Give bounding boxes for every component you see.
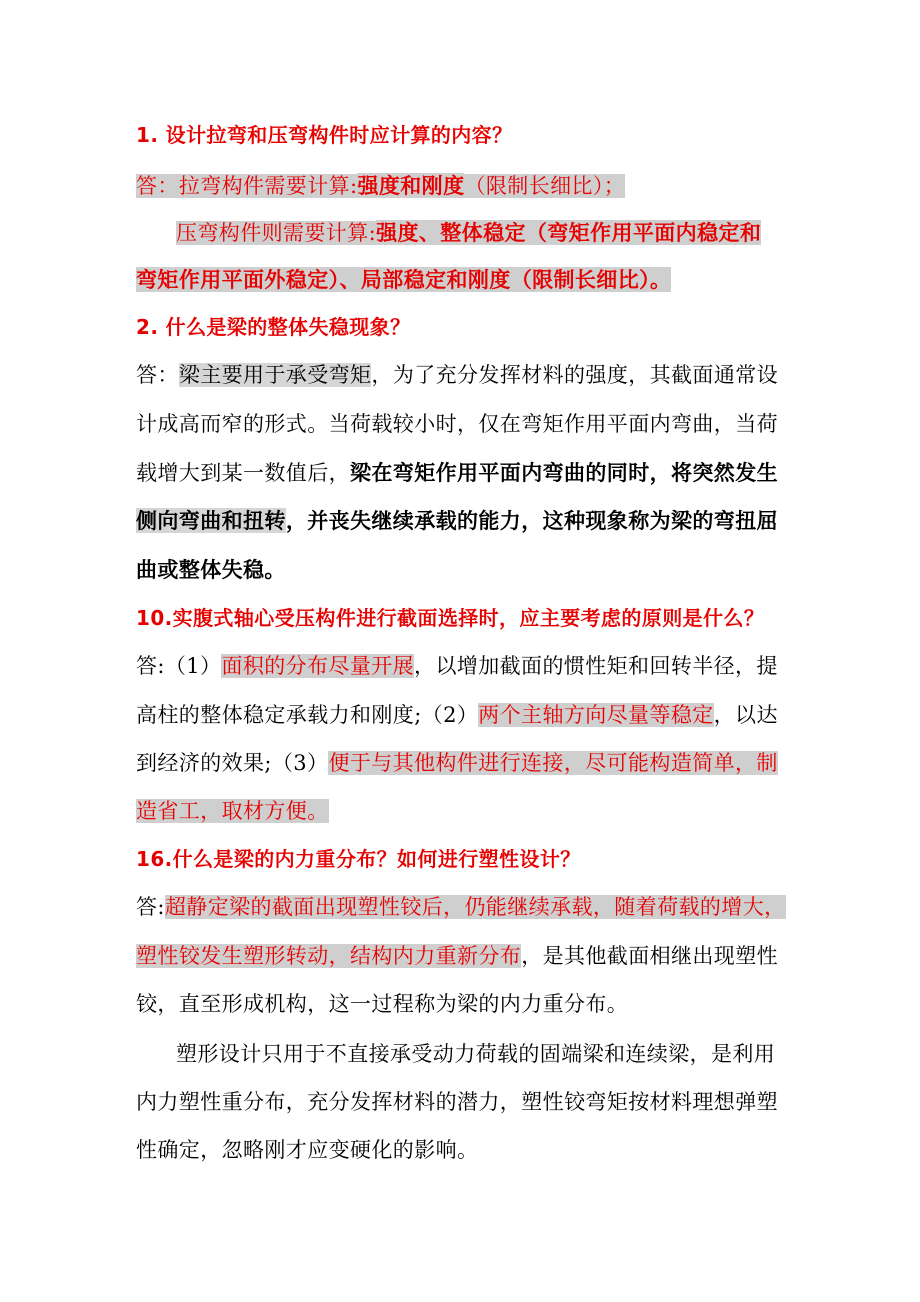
answer-16-p2-line-1: 塑形设计只用于不直接承受动力荷载的固端梁和连续梁，是利用 (176, 1042, 776, 1066)
answer-10-red-2: 两个主轴方向尽量等稳定 (478, 703, 714, 727)
question-16-title: 16.什么是梁的内力重分布？如何进行塑性设计？ (136, 847, 581, 871)
answer-16-rest-2: ，是其他截面相继出现塑性 (521, 944, 779, 968)
answer-16-line-2 (136, 941, 778, 971)
answer-10-line-2 (136, 700, 778, 730)
answer-1-bold: 强度和刚度 (357, 173, 465, 198)
answer-10-red-1: 面积的分布尽量开展 (221, 654, 415, 678)
answer-2-line-1 (136, 360, 778, 390)
answer-2-line-5: 曲或整体失稳。 (136, 557, 286, 582)
answer-16-red-1: 超静定梁的截面出现塑性铰后，仍能继续承载，随着荷载的增大， (164, 895, 786, 919)
answer-1-line-3 (136, 265, 671, 295)
answer-10-l2-rest: ，以达 (713, 703, 778, 727)
answer-10-line-1 (136, 651, 778, 681)
answer-10-l3-plain: 到经济的效果;（3） (136, 751, 329, 775)
answer-16-p2-line-2: 内力塑性重分布，充分发挥材料的潜力，塑性铰弯矩按材料理想弹塑 (136, 1090, 778, 1114)
answer-10-line-3 (136, 748, 778, 778)
question-2-title: 2. 什么是梁的整体失稳现象？ (136, 315, 411, 339)
answer-2-l3-plain: 载增大到某一数值后， (136, 461, 350, 485)
answer-1-rest: （限制长细比）； (464, 174, 626, 198)
answer-16-p2-line-3: 性确定，忽略刚才应变硬化的影响。 (136, 1138, 479, 1162)
answer-2-rest: ，为了充分发挥材料的强度，其截面通常设 (371, 363, 779, 387)
answer-16-prefix: 答: (136, 895, 165, 919)
answer-10-prefix: 答:（1） (136, 654, 222, 678)
answer-2-highlight: 梁主要用于承受弯矩 (178, 363, 372, 387)
answer-2-l4-highlight: 侧向弯曲和扭转 (136, 508, 286, 533)
answer-2-prefix: 答： (136, 363, 179, 387)
answer-1-line-1 (136, 171, 625, 201)
answer-1b-bold-1: 强度、整体稳定（弯矩作用平面内稳定和 (376, 220, 762, 245)
answer-2-line-3 (136, 458, 778, 488)
question-10-title: 10.实腹式轴心受压构件进行截面选择时，应主要考虑的原则是什么？ (136, 606, 765, 630)
answer-10-rest-1: ，以增加截面的惯性矩和回转半径，提 (414, 654, 778, 678)
answer-1-prefix: 答：拉弯构件需要计算: (136, 174, 358, 198)
answer-2-line-2: 计成高而窄的形式。当荷载较小时，仅在弯矩作用平面内弯曲，当荷 (136, 412, 778, 436)
answer-16-red-2: 塑性铰发生塑形转动，结构内力重新分布 (136, 944, 522, 968)
answer-2-line-4 (136, 506, 778, 536)
answer-1-line-2 (176, 218, 761, 248)
answer-16-line-3: 铰，直至形成机构，这一过程称为梁的内力重分布。 (136, 992, 629, 1016)
answer-10-line-4 (136, 796, 329, 826)
question-1-title: 1. 设计拉弯和压弯构件时应计算的内容？ (136, 123, 513, 147)
answer-2-l4-bold: ，并丧失继续承载的能力，这种现象称为梁的弯扭屈 (285, 508, 779, 533)
answer-1b-bold-2: 弯矩作用平面外稳定）、局部稳定和刚度（限制长细比）。 (136, 267, 672, 292)
answer-10-red-3: 便于与其他构件进行连接，尽可能构造简单，制 (328, 751, 778, 775)
answer-10-l2-plain: 高柱的整体稳定承载力和刚度;（2） (136, 703, 479, 727)
answer-1b-prefix: 压弯构件则需要计算: (176, 221, 377, 245)
answer-10-red-4: 造省工，取材方便。 (136, 799, 329, 823)
answer-16-line-1 (136, 892, 786, 922)
answer-2-l3-bold: 梁在弯矩作用平面内弯曲的同时，将突然发生 (350, 460, 778, 485)
